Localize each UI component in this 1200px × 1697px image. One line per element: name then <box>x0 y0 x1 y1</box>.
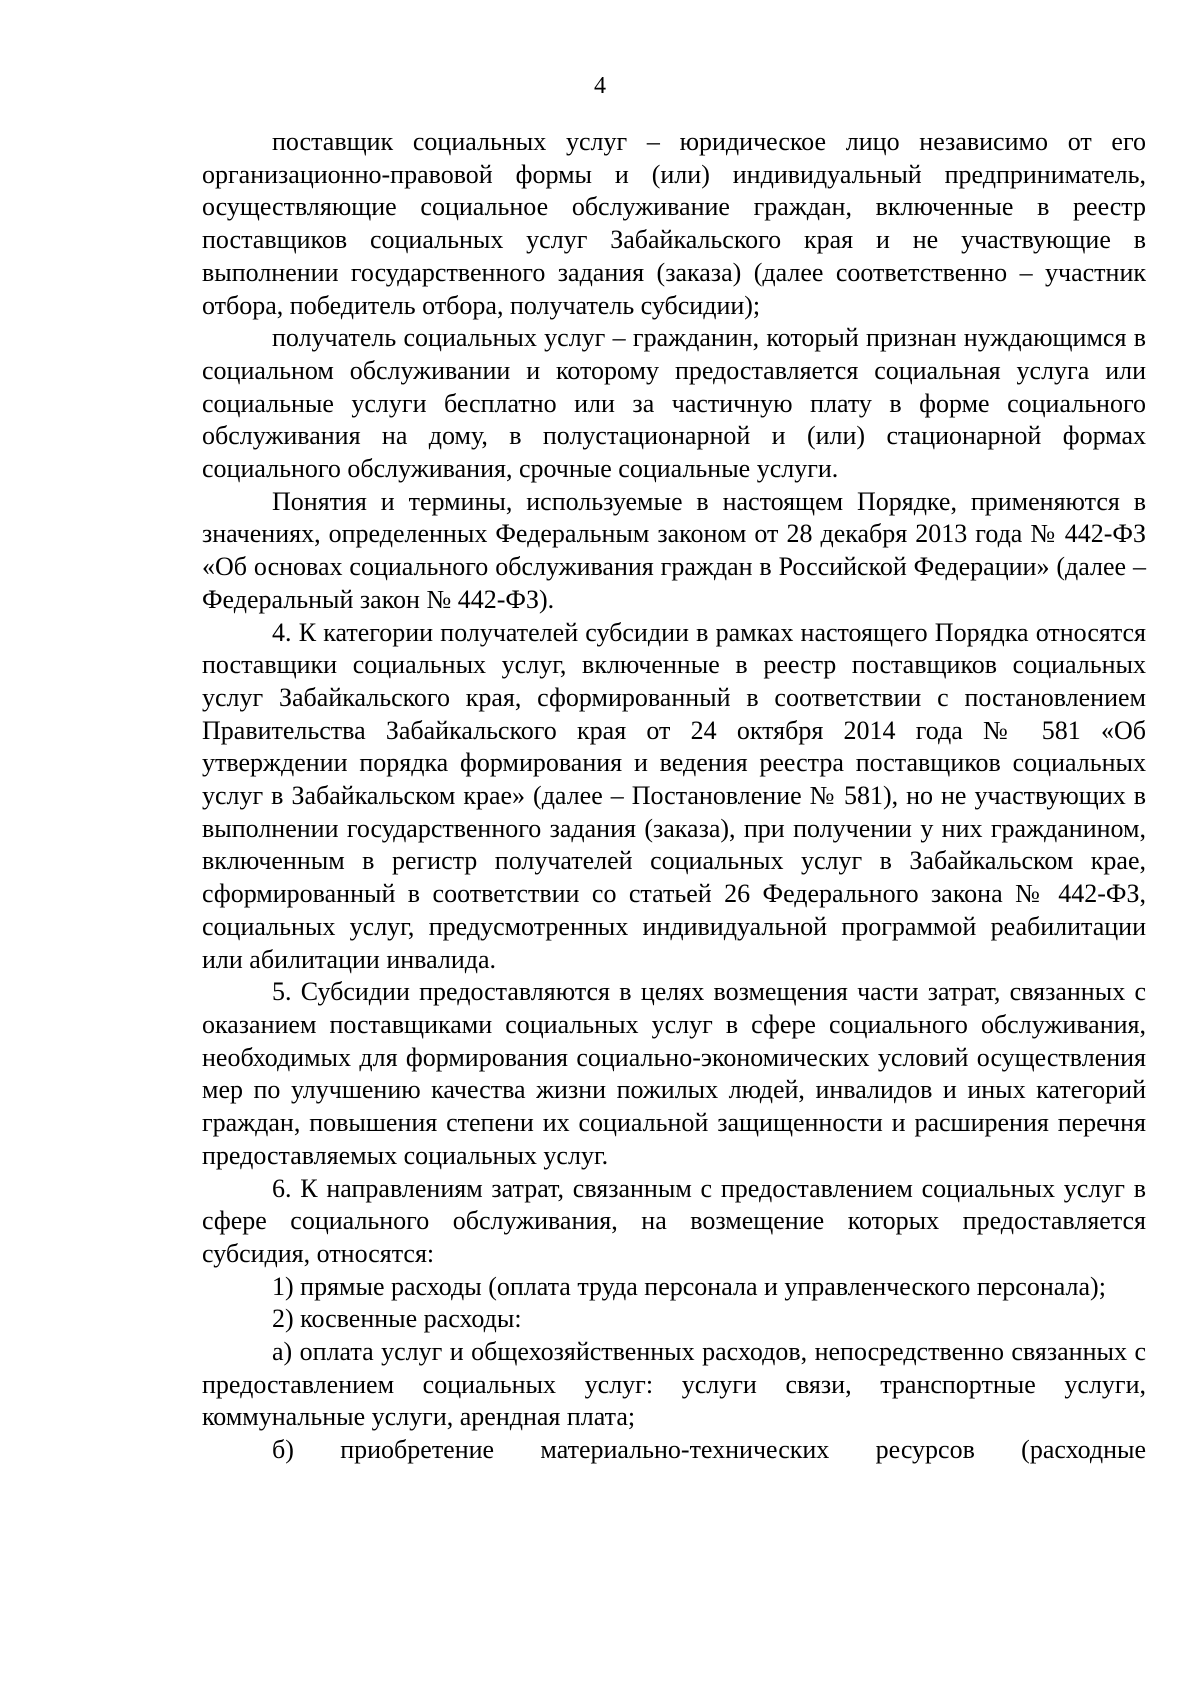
paragraph-subitem-2: 2) косвенные расходы: <box>272 1304 522 1334</box>
paragraph-terms: Понятия и термины, используемые в настоящем Порядке, применяются в значениях, определенных Федеральным законом от 28 декабря 2013 года № 442-ФЗ «Об основах социального обслуживания граждан в Российской Федерации» (далее – Федеральный закон № 442-ФЗ). <box>202 486 1146 614</box>
paragraph-subitem-a: а) оплата услуг и общехозяйственных расходов, непосредственно связанных с предоставлением социальных услуг: услуги связи, транспортные услуги, коммунальные услуги, арендная плата; <box>202 1337 1146 1432</box>
paragraph-item-4: 4. К категории получателей субсидии в рамках настоящего Порядка относятся поставщики социальных услуг, включенные в реестр поставщиков социальных услуг Забайкальского края, сформированный в соответствии с постановлением Правительства Забайкальского края от 24 октября 2014 года № 581 «Об утверждении порядка формирования и ведения реестра поставщиков социальных услуг в Забайкальском крае» (далее – Постановление № 581), но не участвующих в выполнении государственного задания (заказа), при получении у них гражданином, включенным в регистр получателей социальных услуг в Забайкальском крае, сформированный в соответствии со статьей 26 Федерального закона № 442-ФЗ, социальных услуг, предусмотренных индивидуальной программой реабилитации или абилитации инвалида. <box>202 617 1146 974</box>
paragraph-item-5: 5. Субсидии предоставляются в целях возмещения части затрат, связанных с оказанием поставщиками социальных услуг в сфере социального обслуживания, необходимых для формирования социально-экономических условий осуществления мер по улучшению качества жизни пожилых людей, инвалидов и иных категорий граждан, повышения степени их социальной защищенности и расширения перечня предоставляемых социальных услуг. <box>202 977 1146 1170</box>
paragraph-subitem-b: б) приобретение материально-технических ресурсов (расходные <box>272 1435 1146 1465</box>
paragraph-item-6: 6. К направлениям затрат, связанным с предоставлением социальных услуг в сфере социального обслуживания, на возмещение которых предоставляется субсидия, относятся: <box>202 1173 1146 1268</box>
paragraph-recipient-definition: получатель социальных услуг – гражданин, который признан нуждающимся в социальном обслуживании и которому предоставляется социальная услуга или социальные услуги бесплатно или за частичную плату в форме социального обслуживания на дому, в полустационарной и (или) стационарной формах социального обслуживания, срочные социальные услуги. <box>202 323 1146 484</box>
page-number: 4 <box>594 73 606 99</box>
paragraph-supplier-definition: поставщик социальных услуг – юридическое лицо независимо от его организационно-правовой формы и (или) индивидуальный предприниматель, осуществляющие социальное обслуживание граждан, включенные в реестр поставщиков социальных услуг Забайкальского края и не участвующие в выполнении государственного задания (заказа) (далее соответственно – участник отбора, победитель отбора, получатель субсидии); <box>202 127 1146 320</box>
paragraph-subitem-1: 1) прямые расходы (оплата труда персонала и управленческого персонала); <box>272 1271 1106 1301</box>
document-body <box>202 126 1146 1467</box>
